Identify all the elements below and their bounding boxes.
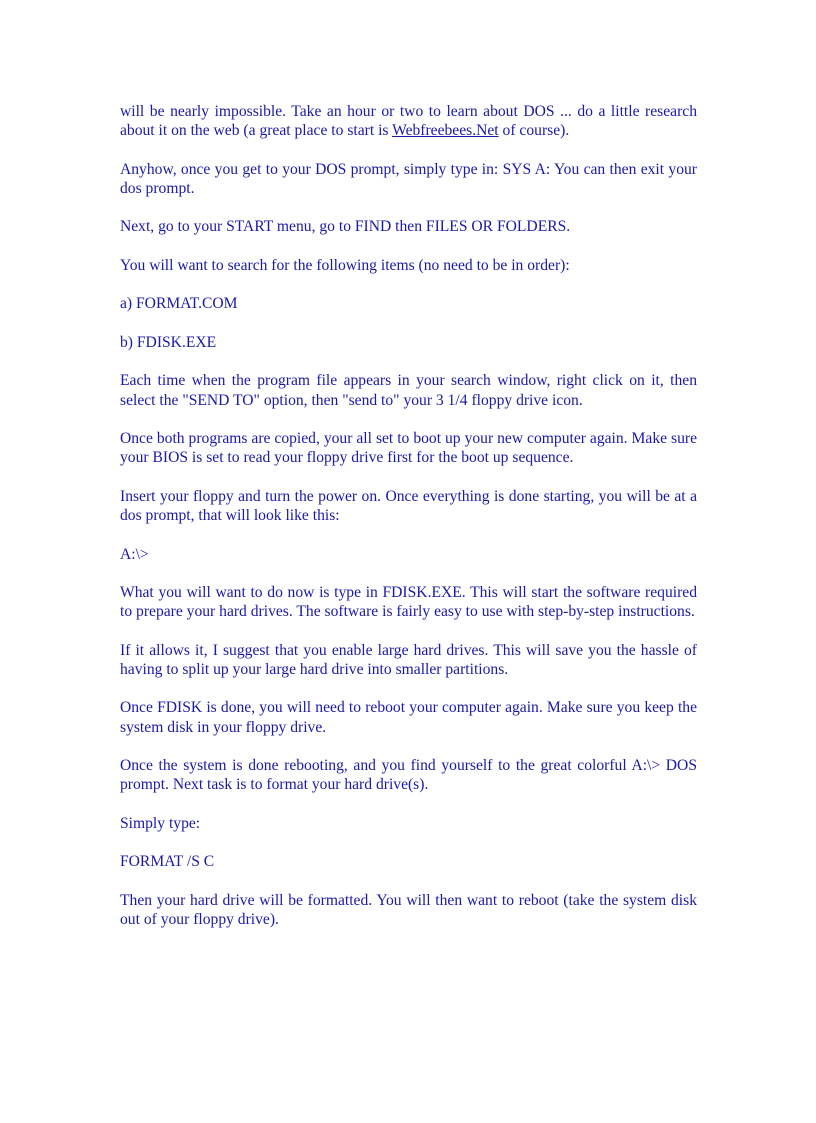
list-item-format-com: a) FORMAT.COM <box>120 295 238 313</box>
paragraph-reboot: Once FDISK is done, you will need to reboot your computer again. Make sure you keep the system disk in your floppy drive. <box>120 699 697 736</box>
paragraph-format-task: Once the system is done rebooting, and you find yourself to the great colorful A:\> DOS prompt. Next task is to format your hard drive(s). <box>120 757 697 794</box>
document-page <box>120 102 697 949</box>
paragraph-dos-prompt: Anyhow, once you get to your DOS prompt, simply type in: SYS A: You can then exit your dos prompt. <box>120 160 697 197</box>
paragraph-boot-up: Once both programs are copied, your all set to boot up your new computer again. Make sure your BIOS is set to read your floppy drive first for the boot up sequence. <box>120 430 697 467</box>
paragraph-formatted: Then your hard drive will be formatted. You will then want to reboot (take the system disk out of your floppy drive). <box>120 891 697 929</box>
paragraph-search-items: You will want to search for the following items (no need to be in order): <box>120 256 570 274</box>
paragraph-intro <box>120 102 697 140</box>
paragraph-simply-type: Simply type: <box>120 814 201 832</box>
paragraph-send-to: Each time when the program file appears in your search window, right click on it, then select the "SEND TO" option, then "send to" your 3 1/4 floppy drive icon. <box>120 372 697 409</box>
list-item-fdisk-exe: b) FDISK.EXE <box>120 333 217 351</box>
paragraph-large-drives: If it allows it, I suggest that you enable large hard drives. This will save you the hassle of having to split up your large hard drive into smaller partitions. <box>120 641 697 678</box>
dos-prompt-example: A:\> <box>120 545 149 563</box>
webfreebees-link[interactable]: Webfreebees.Net <box>392 122 499 140</box>
paragraph-fdisk: What you will want to do now is type in FDISK.EXE. This will start the software required to prepare your hard drives. The software is fairly easy to use with step-by-step instructions. <box>120 584 697 621</box>
paragraph-start-menu: Next, go to your START menu, go to FIND then FILES OR FOLDERS. <box>120 218 571 236</box>
format-command: FORMAT /S C <box>120 853 215 871</box>
paragraph-intro-tail: of course). <box>498 122 570 140</box>
paragraph-insert-floppy: Insert your floppy and turn the power on. Once everything is done starting, you will be at a dos prompt, that will look like this: <box>120 487 697 525</box>
paragraph-intro-text: will be nearly impossible. Take an hour or two to learn about DOS ... do a little research about it on the web (a great place to start is <box>120 103 697 140</box>
